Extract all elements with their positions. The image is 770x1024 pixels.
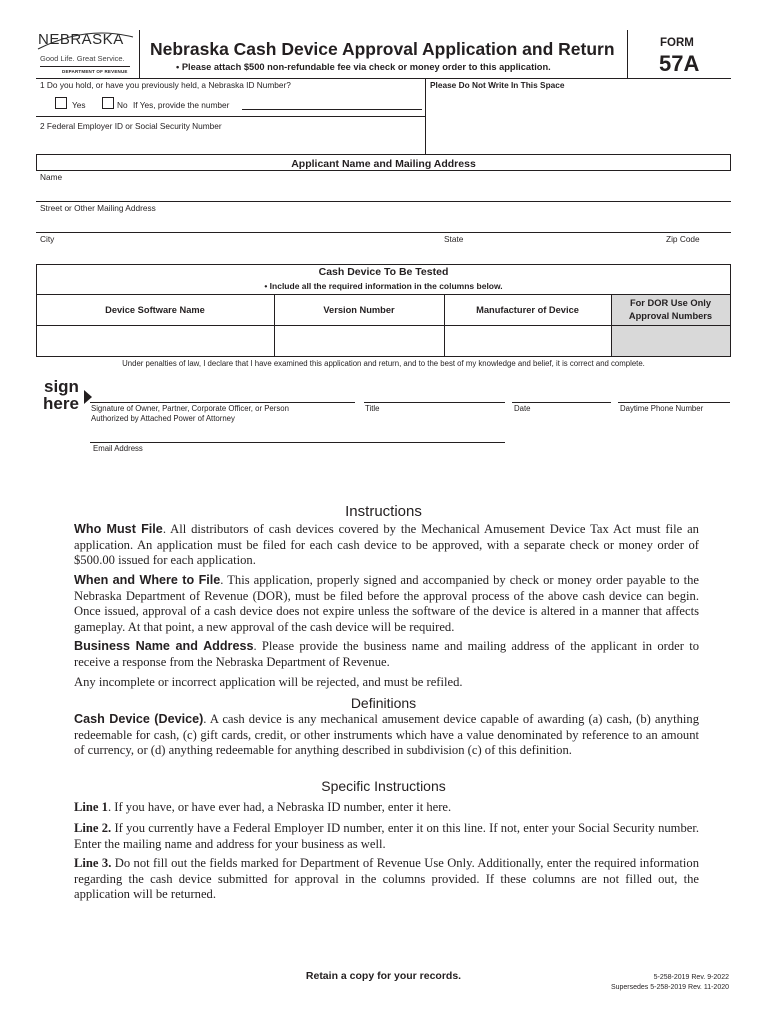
street-label: Street or Other Mailing Address	[40, 203, 156, 213]
city-label: City	[40, 234, 55, 244]
retain-note: Retain a copy for your records.	[305, 970, 462, 982]
title-label: Title	[365, 404, 380, 413]
title-input[interactable]	[366, 386, 502, 400]
specific-heading: Specific Instructions	[321, 778, 446, 794]
declaration-text: Under penalties of law, I declare that I have examined this application and return, and to the best of my knowledge and belief, it is correct and complete.	[122, 359, 645, 368]
specific-line2-text: If you currently have a Federal Employer ID number, enter it on this line. If not, enter your Social Security number. Enter the mailing name and address for your business as well.	[74, 821, 699, 851]
form-subtitle: • Please attach $500 non-refundable fee via check or money order to this application.	[176, 62, 551, 72]
dor-space-label: Please Do Not Write In This Space	[430, 80, 565, 90]
email-input[interactable]	[92, 426, 502, 440]
yes-label: Yes	[72, 100, 86, 110]
line2-label: 2 Federal Employer ID or Social Security Number	[40, 121, 222, 131]
col-dor-line1: For DOR Use Only	[629, 298, 712, 308]
instructions-heading: Instructions	[345, 503, 422, 520]
signature-input[interactable]	[92, 386, 352, 400]
phone-input[interactable]	[620, 386, 728, 400]
when-where-paragraph	[74, 573, 699, 635]
applicant-heading: Applicant Name and Mailing Address	[291, 158, 476, 170]
form-title: Nebraska Cash Device Approval Application and Return	[150, 39, 615, 59]
device-subheading: • Include all the required information in the columns below.	[264, 281, 503, 291]
specific-line2-paragraph	[74, 821, 699, 852]
col-software-name: Device Software Name	[105, 305, 205, 315]
definition-term: Cash Device (Device)	[74, 712, 204, 726]
business-text: . Please provide the business name and mailing address of the applicant in order to receive a response from the Nebraska Department of Revenue.	[74, 639, 700, 669]
zip-label: Zip Code	[666, 234, 700, 244]
email-label: Email Address	[93, 444, 143, 453]
here-word: here	[43, 394, 79, 413]
definitions-heading: Definitions	[350, 695, 417, 711]
nebraska-id-input[interactable]	[242, 99, 420, 109]
phone-label: Daytime Phone Number	[620, 404, 704, 413]
if-yes-label: If Yes, provide the number	[133, 100, 230, 110]
specific-line1-paragraph	[74, 800, 699, 816]
col-dor-line2: Approval Numbers	[628, 311, 713, 321]
specific-line1-text: . If you have, or have ever had, a Nebraska ID number, enter it here.	[107, 800, 452, 814]
name-input[interactable]	[40, 184, 725, 198]
form-number: 57A	[659, 51, 700, 76]
state-input[interactable]	[444, 246, 624, 260]
state-label: State	[444, 234, 464, 244]
city-input[interactable]	[40, 246, 430, 260]
signature-label-1: Signature of Owner, Partner, Corporate Officer, or Person	[91, 404, 289, 413]
logo-state: NEBRASKA	[38, 31, 124, 48]
col-manufacturer: Manufacturer of Device	[476, 305, 579, 315]
business-title: Business Name and Address	[74, 639, 254, 653]
when-where-text: . This application, properly signed and accompanied by check or money order payable to the Nebraska Department of Revenue (DOR), must be filed before the approval process of the above cash device can begin. Once issued, approval of a cash device does not expire unless the software of the device is altered in a manner that affects gameplay. At that point, a new approval of the cash device will be required.	[74, 573, 699, 634]
business-paragraph	[74, 639, 699, 670]
who-must-file-paragraph	[74, 522, 699, 569]
manufacturer-input[interactable]	[448, 332, 607, 348]
logo-tagline: Good Life. Great Service.	[40, 54, 125, 63]
specific-line3-text: Do not fill out the fields marked for Department of Revenue Use Only. Additionally, enter the required information regarding the cash device submitted for approval in the columns provided. If these columns are not filled out, the application will be returned.	[74, 856, 699, 902]
col-version-number: Version Number	[323, 305, 395, 315]
version-number-input[interactable]	[278, 332, 440, 348]
yes-checkbox[interactable]	[55, 97, 67, 109]
specific-line3-label: Line 3.	[74, 856, 112, 870]
definition-paragraph	[74, 712, 699, 759]
signature-label-2: Authorized by Attached Power of Attorney	[91, 414, 235, 423]
when-where-title: When and Where to File	[74, 573, 221, 587]
form-label: FORM	[660, 37, 694, 49]
zip-input[interactable]	[630, 246, 725, 260]
who-must-file-text: . All distributors of cash devices covered by the Mechanical Amusement Device Tax Act must file an application. An application must be filed for each cash device to be approved, with a separate check or money order of $500.00 issued for each application.	[74, 522, 699, 568]
who-must-file-title: Who Must File	[74, 522, 163, 536]
logo-dept: DEPARTMENT OF REVENUE	[62, 69, 128, 74]
definition-text: . A cash device is any mechanical amusement device capable of awarding (a) cash, (b) anything redeemable for cash, (c) gift cards, credit, or other instruments which have a value denominated by reference to an amount of currency, or (d) anything redeemable for anything described in subdivision (c) of this definition.	[74, 712, 699, 758]
fein-ssn-input[interactable]	[40, 134, 420, 148]
date-label: Date	[514, 404, 531, 413]
street-input[interactable]	[40, 215, 725, 229]
incomplete-paragraph: Any incomplete or incorrect application will be rejected, and must be refiled.	[74, 675, 463, 689]
no-checkbox[interactable]	[102, 97, 114, 109]
software-name-input[interactable]	[40, 332, 270, 348]
line1-question: 1 Do you hold, or have you previously held, a Nebraska ID Number?	[40, 80, 291, 90]
specific-line1-label: Line 1	[74, 800, 108, 814]
date-input[interactable]	[514, 386, 608, 400]
device-heading: Cash Device To Be Tested	[318, 266, 449, 278]
specific-line2-label: Line 2.	[74, 821, 112, 835]
no-label: No	[117, 100, 128, 110]
name-label: Name	[40, 172, 63, 182]
logo-swoosh-icon	[36, 29, 136, 51]
specific-line3-paragraph	[74, 856, 699, 903]
revision-number: 5-258-2019 Rev. 9-2022	[653, 974, 729, 981]
sign-word: sign	[44, 377, 79, 396]
supersedes-number: Supersedes 5-258-2019 Rev. 11-2020	[610, 984, 729, 991]
